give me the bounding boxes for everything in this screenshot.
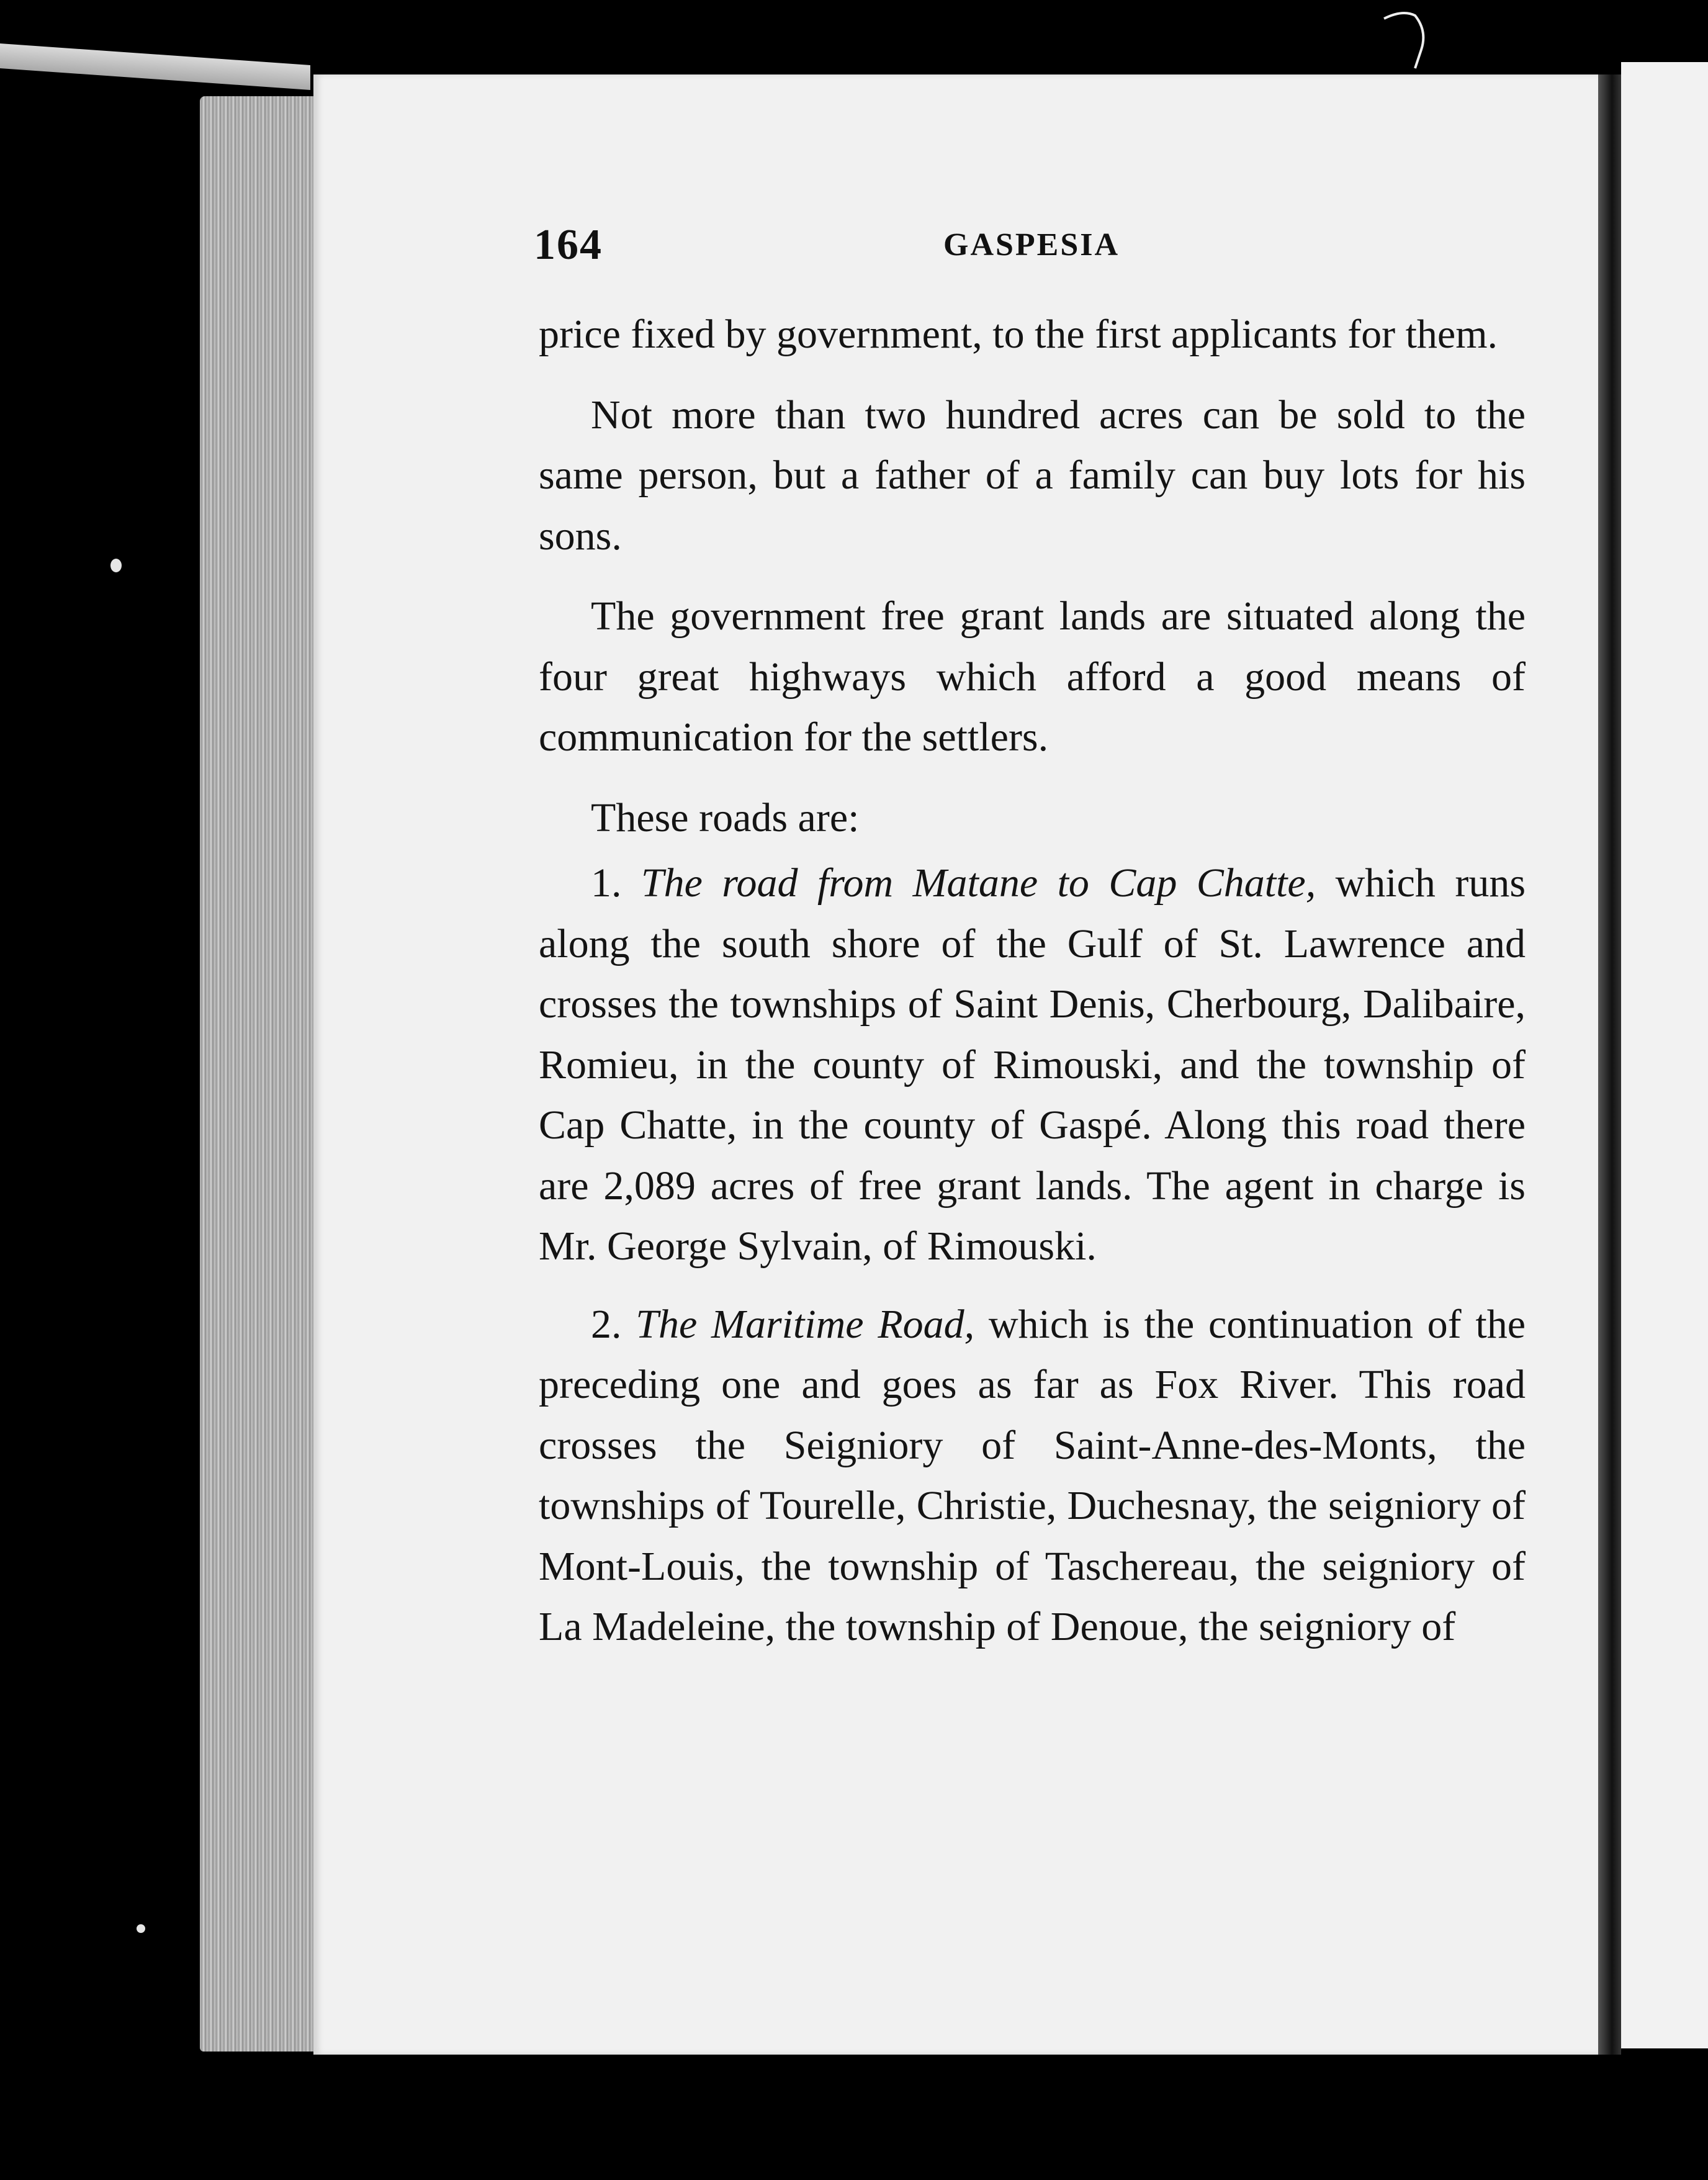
page-number: 164 — [534, 221, 603, 269]
road-item-text: which is the continuation of the preceding one and goes as far as Fox River. This road crosses the Seigniory of Saint-Anne-des-Monts, the townships of Tourelle, Christie, Duchesnay, the seigniory of Mont-Louis, the township of Taschereau, the seigniory of La Madeleine, the township of Denoue, the seigniory of — [539, 1301, 1526, 1649]
facing-page-text-fragments — [1676, 0, 1708, 2180]
road-item-2 — [539, 1294, 1526, 1657]
road-item-title: The Maritime Road, — [636, 1301, 975, 1347]
running-head: GASPESIA — [943, 227, 1120, 263]
scan-speck — [110, 559, 122, 572]
road-item-number: 1. — [591, 860, 622, 906]
paper-tear-mark — [1378, 6, 1434, 74]
page-header — [534, 220, 1527, 270]
road-item-1 — [539, 853, 1526, 1277]
book-gutter — [1598, 74, 1621, 2055]
scan-speck — [137, 1924, 145, 1933]
paragraph-roads-intro: These roads are: — [591, 795, 860, 840]
page-body — [539, 304, 1526, 1675]
road-item-text: which runs along the south shore of the Gulf of St. Lawrence and crosses the townships of Saint Denis, Cherbourg, Dalibaire, Romieu, in the county of Rimouski, and the township of Cap Chatte, in the county of Gaspé. Along this road there are 2,089 acres of free grant lands. The agent in charge is Mr. George Sylvain, of Rimouski. — [539, 860, 1526, 1269]
road-item-title: The road from Matane to Cap Chatte, — [640, 860, 1316, 906]
paragraph: Not more than two hundred acres can be sold to the same person, but a father of a family can buy lots for his sons. — [539, 392, 1526, 559]
paragraph: The government free grant lands are situated along the four great highways which afford a good means of communication for the settlers. — [539, 593, 1526, 760]
page-stack-edges — [200, 96, 318, 2052]
book-cover-edge — [0, 43, 310, 90]
road-item-number: 2. — [591, 1301, 622, 1347]
paragraph-continuation: price fixed by government, to the first applicants for them. — [539, 312, 1498, 357]
